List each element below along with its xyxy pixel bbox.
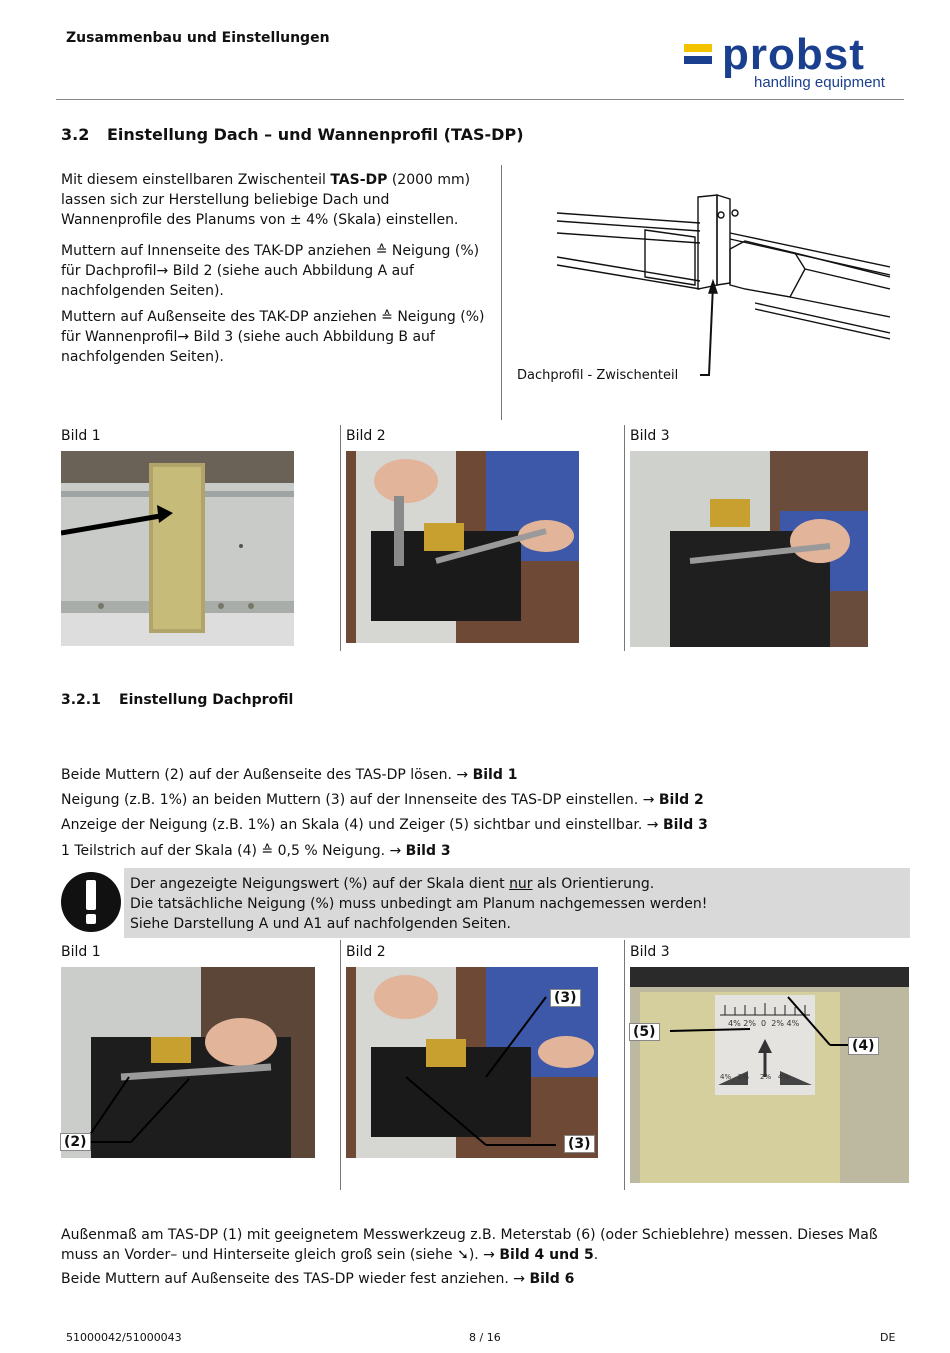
subsection-heading xyxy=(61,692,293,708)
logo-word: probst xyxy=(722,30,865,79)
section-heading xyxy=(61,125,524,144)
photo-bild1-profile xyxy=(61,451,294,646)
header-divider xyxy=(56,99,904,100)
photo-bild3-wrench-outside xyxy=(630,451,868,647)
photo-bild1-loosen xyxy=(61,967,315,1158)
probst-logo xyxy=(684,30,894,94)
label-4: (4) xyxy=(848,1037,879,1055)
row1-divider-1 xyxy=(340,425,341,651)
footer-doc-number: 51000042/51000043 xyxy=(66,1331,182,1344)
note-line-3: Siehe Darstellung A und A1 auf nachfolgenden Seiten. xyxy=(130,916,511,932)
step-4: 1 Teilstrich auf der Skala (4) ≙ 0,5 % Neigung. → Bild 3 xyxy=(61,843,451,859)
intro-paragraph-3: Muttern auf Außenseite des TAK-DP anziehen ≙ Neigung (%) für Wannenprofil→ Bild 3 (siehe auch Abbildung B auf nachfolgenden Seiten). xyxy=(61,309,485,365)
subsection-title: Einstellung Dachprofil xyxy=(119,692,294,708)
row1-divider-2 xyxy=(624,425,625,651)
intro-paragraph-1 xyxy=(61,170,491,230)
note-box xyxy=(124,868,910,938)
label-2: (2) xyxy=(60,1133,91,1151)
logo-subtitle: handling equipment xyxy=(754,74,885,91)
closing-paragraph-1: Außenmaß am TAS-DP (1) mit geeignetem Messwerkzeug z.B. Meterstab (6) (oder Schieblehre) messen. Dieses Maß muss an Vorder– und Hinterseite gleich groß sein (siehe ➘). → Bild 4 und 5. xyxy=(61,1227,878,1263)
scale-bottom-ticks: 4% 2% 2% 4% xyxy=(720,1073,789,1081)
label-3-top: (3) xyxy=(550,989,581,1007)
row2-divider-2 xyxy=(624,940,625,1190)
label-5: (5) xyxy=(629,1023,660,1041)
intro-p1-b: TAS-DP xyxy=(330,172,388,188)
row2-caption-2: Bild 2 xyxy=(346,944,386,960)
row2-divider-1 xyxy=(340,940,341,1190)
subsection-number: 3.2.1 xyxy=(61,692,101,708)
logo-bar-blue xyxy=(684,56,712,64)
intro-paragraph-2: Muttern auf Innenseite des TAK-DP anziehen ≙ Neigung (%) für Dachprofil→ Bild 2 (siehe auch Abbildung A auf nachfolgenden Seiten). xyxy=(61,243,480,299)
note-line-2: Die tatsächliche Neigung (%) muss unbedingt am Planum nachgemessen werden! xyxy=(130,896,708,912)
closing-paragraph-2: Beide Muttern auf Außenseite des TAS-DP wieder fest anziehen. → Bild 6 xyxy=(61,1271,575,1287)
photo-bild2-adjust xyxy=(346,967,598,1158)
scale-ticks: 4% 2% 0 2% 4% xyxy=(728,1019,800,1028)
label-3-bottom: (3) xyxy=(564,1135,595,1153)
note-line-1: Der angezeigte Neigungswert (%) auf der Skala dient nur als Orientierung. xyxy=(130,876,655,892)
footer-language: DE xyxy=(880,1331,896,1344)
logo-bar-yellow xyxy=(684,44,712,52)
intro-p1-c: (2000 mm) lassen sich zur Herstellung beliebige Dach und Wannenprofile des Planums von ± 4% (Skala) einstellen. xyxy=(61,172,471,228)
step-3: Anzeige der Neigung (z.B. 1%) an Skala (4) und Zeiger (5) sichtbar und einstellbar. → Bild 3 xyxy=(61,817,708,833)
section-number: 3.2 xyxy=(61,125,90,144)
column-divider xyxy=(501,165,502,420)
diagram-label: Dachprofil - Zwischenteil xyxy=(517,368,679,383)
exclamation-icon xyxy=(61,872,121,932)
photo-bild2-wrench-inside xyxy=(346,451,579,643)
row1-caption-1: Bild 1 xyxy=(61,428,101,444)
photo-bild3-scale xyxy=(630,967,909,1183)
row1-caption-2: Bild 2 xyxy=(346,428,386,444)
footer-page-number: 8 / 16 xyxy=(469,1331,501,1344)
row1-caption-3: Bild 3 xyxy=(630,428,670,444)
step-2: Neigung (z.B. 1%) an beiden Muttern (3) auf der Innenseite des TAS-DP einstellen. → Bild 2 xyxy=(61,792,704,808)
intro-p1-a: Mit diesem einstellbaren Zwischenteil xyxy=(61,172,331,188)
section-title: Einstellung Dach – und Wannenprofil (TAS-DP) xyxy=(107,125,524,144)
header-section-title: Zusammenbau und Einstellungen xyxy=(66,30,330,46)
step-1: Beide Muttern (2) auf der Außenseite des TAS-DP lösen. → Bild 1 xyxy=(61,767,518,783)
profile-diagram xyxy=(555,185,895,385)
row2-caption-1: Bild 1 xyxy=(61,944,101,960)
row2-caption-3: Bild 3 xyxy=(630,944,670,960)
